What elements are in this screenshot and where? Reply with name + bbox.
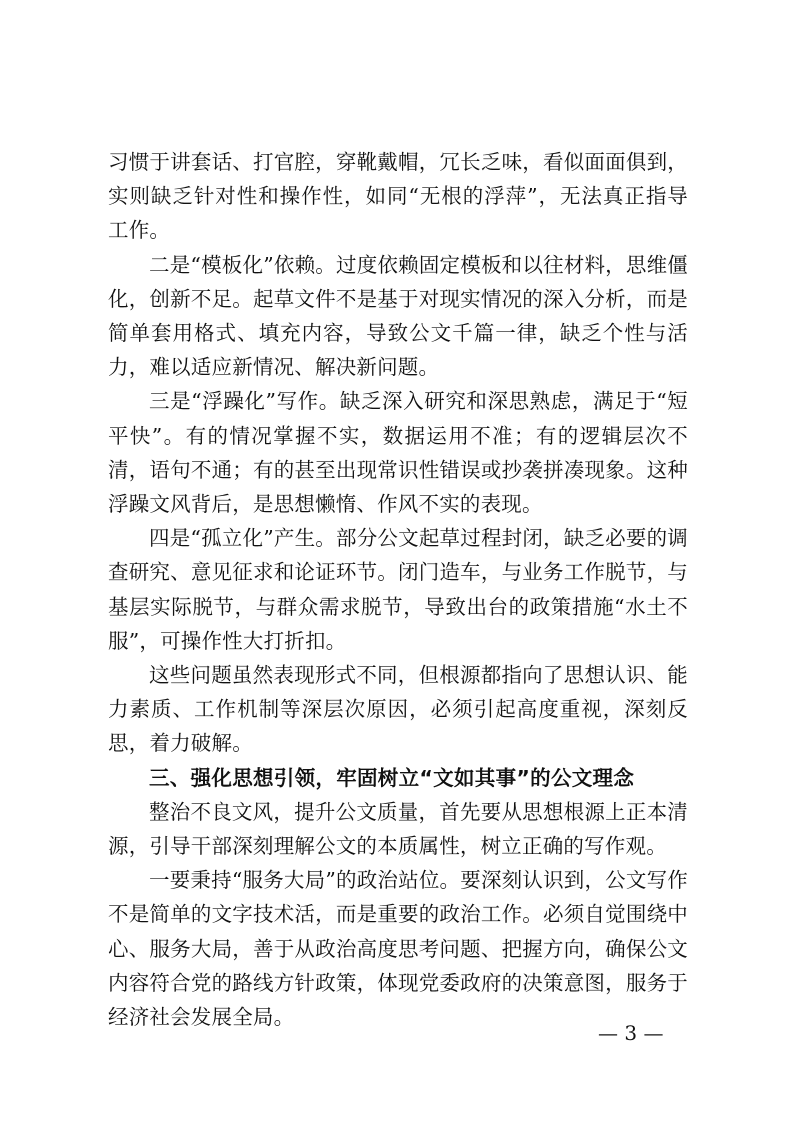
paragraph-serve-overall: 一要秉持“服务大局”的政治站位。要深刻认识到，公文写作不是简单的文字技术活，而是重要的政治工作。必须自觉围绕中心、服务大局，善于从政治高度思考问题、把握方向，确保公文内容符合党的路线方针政策，体现党委政府的决策意图，服务于经济社会发展全局。 — [108, 868, 688, 1030]
paragraph-continued: 习惯于讲套话、打官腔，穿靴戴帽，冗长乏味，看似面面俱到，实则缺乏针对性和操作性，如同“无根的浮萍”，无法真正指导工作。 — [108, 150, 688, 243]
paragraph-impetuous-writing: 三是“浮躁化”写作。缺乏深入研究和深思熟虑，满足于“短平快”。有的情况掌握不实，数据运用不准；有的逻辑层次不清，语句不通；有的甚至出现常识性错误或抄袭拼凑现象。这种浮躁文风背后，是思想懒惰、作风不实的表现。 — [108, 389, 688, 517]
paragraph-isolated-drafting: 四是“孤立化”产生。部分公文起草过程封闭，缺乏必要的调查研究、意见征求和论证环节。闭门造车，与业务工作脱节，与基层实际脱节，与群众需求脱节，导致出台的政策措施“水土不服”，可操作性大打折扣。 — [108, 526, 688, 653]
paragraph-section-intro: 整治不良文风，提升公文质量，首先要从思想根源上正本清源，引导干部深刻理解公文的本质属性，树立正确的写作观。 — [108, 799, 688, 859]
paragraph-root-causes: 这些问题虽然表现形式不同，但根源都指向了思想认识、能力素质、工作机制等深层次原因，必须引起高度重视，深刻反思，着力破解。 — [108, 663, 688, 756]
section-heading: 三、强化思想引领，牢固树立“文如其事”的公文理念 — [149, 765, 635, 790]
page-number: — 3 — — [598, 1021, 664, 1045]
document-body — [108, 145, 688, 1034]
paragraph-template-dependence: 二是“模板化”依赖。过度依赖固定模板和以往材料，思维僵化，创新不足。起草文件不是基于对现实情况的深入分析，而是简单套用格式、填充内容，导致公文千篇一律，缺乏个性与活力，难以适应新情况、解决新问题。 — [108, 252, 688, 380]
